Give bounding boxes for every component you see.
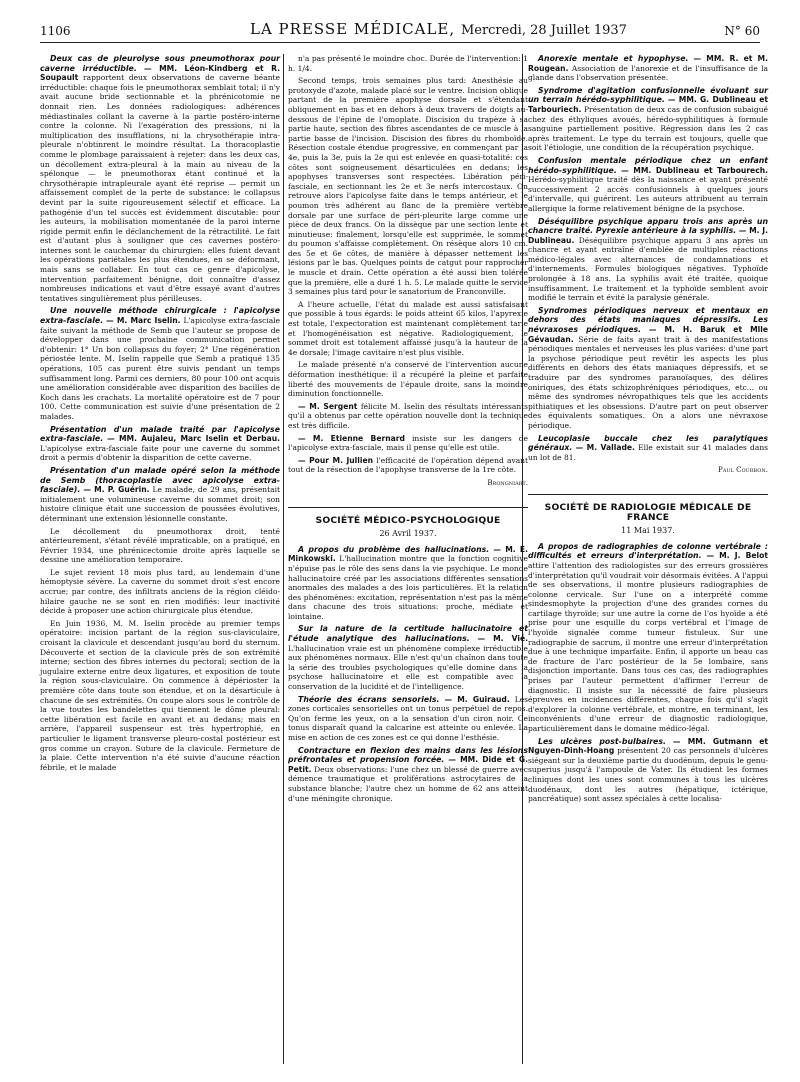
abstract-item <box>288 402 528 431</box>
abstract-body: En Juin 1936, M. M. Iselin procède au premier temps opératoire: incision partant de la région sus-claviculaire, croisant la clavicule et descendant jusqu'au bord du sternum. Découverte et section de la clavicule près de son extrémité interne; section des fibres internes du pectoral; section de la jugulaire externe entre deux ligatures, et exposition de toute la région sous-claviculaire. On commence à dépérioster la première côte dans toute son étendue, et on la désarticule à chacune de ses extrémités. On coupe alors sous le contrôle de la vue toutes les bandelettes qui tiennent le dôme pleural: cette libération est facile en avant et au dedans; mais en arrière, l'appareil suspenseur est très hypertrophié, en particulier le ligament transverse pleuro-costal postérieur est gros comme un crayon. Suture de la clavicule. Fermeture de la plaie. Cette intervention n'a été suivie d'aucune réaction fébrile, et le malade <box>40 618 280 772</box>
abstract-title: Anorexie mentale et hypophyse. <box>538 54 689 63</box>
signature: Brongniart. <box>487 478 528 487</box>
abstract-item <box>288 300 528 358</box>
abstract-item <box>288 545 528 622</box>
column-3 <box>528 54 768 807</box>
abstract-title: Leucoplasie buccale chez les paralytiques généraux. <box>528 433 768 453</box>
abstract-title: Sur la nature de la certitude hallucinatoire et l'étude analytique des hallucinations. <box>288 624 528 644</box>
abstract-title: Présentation d'un malade opéré selon la méthode de Semb (thoracoplastie avec apicolyse extra-fasciale). <box>40 465 280 495</box>
abstract-body: Le sujet revient 18 mois plus tard, au lendemain d'une hémoptysie sévère. La caverne du sommet droit s'est encore accrue; par contre, des infiltrats anciens de la région cléido-hilaire gauche ne se sont en rien modifiés: leur inactivité décide à proposer une action chirurgicale plus étendue. <box>40 567 280 616</box>
abstract-title: A propos de radiographies de colonne vertébrale : difficultés et erreurs d'interprétation. <box>528 541 768 561</box>
abstract-body: L'hallucination montre que la fonction cognitive n'épuise pas le rôle des sens dans la vie psychique. Le monde hallucinatoire créé par les associations différentes sensations anormales des malades a des lois particulières. Et la relation des phénomènes: excitation, représentation n'est pas la même dans chacune des trois situations: proche, médiate et lointaine. <box>288 554 528 621</box>
abstract-body: Association de l'anorexie et de l'insuffisance de la glande dans l'observation présentée. <box>528 63 768 83</box>
abstract-item <box>528 217 768 303</box>
abstract-item <box>288 746 528 804</box>
abstract-authors: — M. E. Minkowski. <box>288 544 528 564</box>
abstract-item <box>528 156 768 214</box>
abstract-title: Deux cas de pleurolyse sous pneumothorax pour caverne irréductible. <box>40 54 280 73</box>
abstract-body: Les zones corticales sensorielles ont un tonus perpétuel de repos. Qu'on ferme les yeux, on a la sensation d'un ciron noir. Ce tonus disparaît quand la calcarine est atteinte ou enlevée. La mise en action de ces zones est ce qui donne l'esthésie. <box>288 694 528 742</box>
page-number: 1106 <box>40 24 71 38</box>
abstract-body: A l'heure actuelle, l'état du malade est aussi satisfaisant que possible à tous égards: le poids atteint 65 kilos, l'apyrexie est totale, l'expectoration est maintenant complètement tarie et l'homogénéisation est négative. Radiologiquement, le sommet droit est totalement affaissé jusqu'à la hauteur de la 4e dorsale; l'image cavitaire n'est plus visible. <box>288 299 528 357</box>
abstract-authors: — MM. Dublineau et Tarbourech. <box>621 165 769 175</box>
signature: Paul Courbon. <box>718 466 768 475</box>
abstract-title: Une nouvelle méthode chirurgicale : l'apicolyse extra-fasciale. <box>40 306 280 326</box>
abstract-body: Présentation de deux cas de confusion subaiguë chez des éthyliques avoués, hérédo-syphilitiques à formule sanguine partiellement positive. Régression dans les 2 cas après traitement. Le type du terrain est toujours, quelle que soit l'étiologie, une condition de la récupération psychique. <box>528 104 768 153</box>
abstract-authors: — M. J. Belot <box>706 551 768 561</box>
abstract-authors: — MM. G. Dublineau et Tarbouriech. <box>528 95 768 114</box>
issue-date: Mercredi, 28 Juillet 1937 <box>460 23 627 38</box>
abstract-body: Déséquilibre psychique apparu 3 ans après un chancre et ayant entraîné d'emblée de multiples réactions médico-légales avec alternances de condamnations et d'internements. Formules biologiques négatives. Typhoïde prolongée à 18 ans. La syphilis avait été traitée, quoique insuffisamment. Le traitement et la typhoïde semblent avoir modifié le terrain et évité la paralysie générale. <box>528 235 768 303</box>
abstract-authors: — M. Vallade. <box>575 443 635 453</box>
abstract-body: attire l'attention des radiologistes sur des erreurs grossières d'interprétation qu'il voudrait voir désormais évitées. A l'appui de ses observations, il montre plusieurs radiographies de colonne cervicale. Sur l'une on a interprété comme sindesmophyte la projection d'une des grandes cornes du cartilage thyroïde; sur une autre la corne de l'os hyoïde a été prise pour une esquille du corps vertébral et l'image de l'hyoïde signalée comme tumeur fistuleux. Sur une radiographie de sacrum, il montre une erreur d'interprétation due à une technique imparfaite. Enfin, il apporte un beau cas de fracture de l'arc postérieur de la 5e lombaire, sans disjonction importante. Dans tous ces cas, des radiographies prises par l'auteur permettent d'affirmer l'erreur de diagnostic. Il insiste sur la nécessité de faire plusieurs épreuves en incidences différentes, chaque fois qu'il s'agit d'explorer la colonne vertébrale, et montre, en terminant, les inconvénients d'une erreur de diagnostic radiologique, particulièrement dans le domaine médico-légal. <box>528 560 768 733</box>
page-header <box>40 20 760 43</box>
abstract-body: rapportent deux observations de caverne béante irréductible: chaque fois le pneumothorax semblait total; il n'y avait aucune bride sectionnable et la phrénicotomie ne donnait rien. Les données radiologiques: adhérences médiastinales collant la caverne à la partie postéro-interne contre la colonne. Ni l'exagération des pressions, ni la multiplication des insufflations, ni la chrysothérapie intra-pleurale n'obtinrent le moindre résultat. La thoracoplastie comme le plombage paraissaient à rejeter: dans les deux cas, un décollement extra-pleural à la main au niveau de la spélonque — le pneumothorax étant continué et la chrysothérapie intrapleurale ayant été reprise — permit un affaissement complet de la perte de substance: le collapsus devint par la suite rigoureusement sélectif et efficace. La pathogénie d'un tel succès est évidemment discutable: pour les auteurs, la mobilisation momentanée de la paroi interne rigide permit enfin le déclanchement de la rétractilité. Le fait est d'autant plus à souligner que ces cavernes postéro-internes sont le cauchemar du chirurgien: elles fuient devant les opérations pariétales les plus étendues, en se déformant, mais sans se collaber. En tout cas ce genre d'apicolyse, intervention parfaitement bénigne, doit connaître d'assez nombreuses indications et vaut d'être essayé avant d'autres tentatives singulièrement plus périlleuses. <box>40 73 280 303</box>
abstract-body: L'apicolyse extra-fasciale faite pour une caverne du sommet droit a permis d'obtenir la disparition de cette caverne. <box>40 443 280 463</box>
abstract-authors: — M. Guiraud. <box>444 694 510 704</box>
abstract-title: Théorie des écrans sensoriels. <box>298 694 440 704</box>
abstract-item <box>40 619 280 773</box>
abstract-body: présentent 20 cas personnels d'ulcères siégeant sur la deuxième partie du duodénum, depuis le genu-superius jusqu'à l'ampoule de Vater. Ils étudient les formes cliniques dont les unes sont communes à tous les ulcères duodénaux, dont les autres (hépatique, ictérique, pancréatique) sont assez spéciales à cette localisa- <box>528 746 768 804</box>
abstract-body: Elle existait sur 41 malades dans un lot de 81. <box>528 443 769 462</box>
abstract-title: Les ulcères post-bulbaires. <box>538 736 666 746</box>
abstract-title: A propos du problème des hallucinations. <box>298 544 490 554</box>
abstract-body: Le malade présenté n'a conservé de l'intervention aucune déformation inesthétique: il a récupéré la pleine et parfaite liberté des mouvements de l'épaule droite, sans la moindre diminution fonctionnelle. <box>288 360 528 399</box>
abstract-item <box>40 466 280 524</box>
abstract-item <box>288 54 528 73</box>
abstract-item <box>40 568 280 616</box>
abstract-body: l'efficacité de l'opération dépend avant tout de la résection de l'apophyse transverse de la 1re côte. <box>288 455 529 475</box>
abstract-item <box>288 360 528 398</box>
abstract-authors: — M. Marc Iselin. <box>106 316 181 326</box>
abstract-authors: — MM. R. et M. Rougean. <box>528 54 768 73</box>
abstract-item <box>288 695 528 743</box>
abstract-item <box>40 54 280 303</box>
abstract-item <box>528 86 768 153</box>
abstract-authors: — MM. Aujaleu, Marc Iselin et Derbau. <box>107 434 280 444</box>
abstract-title: Syndrome d'agitation confusionnelle évoluant sur un terrain hérédo-syphilitique. <box>528 85 768 105</box>
abstract-item <box>40 425 280 463</box>
abstract-authors: — MM. Dide et G. Petit. <box>288 755 528 774</box>
abstract-body: L'hallucination vraie est un phénomène complexe irréductible aux phénomènes normaux. Elle n'est qu'un chaînon dans toute la série des troubles psychologiques qu'elle domine dans la psychose hallucinatoire et elle est compatible avec la conservation de la lucidité et de l'intelligence. <box>288 643 528 692</box>
abstract-item <box>528 542 768 734</box>
abstract-authors: — M. J. Dublineau. <box>528 226 768 245</box>
abstract-body: insiste sur les dangers de l'apicolyse extra-fasciale, mais il pense qu'elle est utile. <box>288 433 528 453</box>
abstract-authors: — MM. Léon-Kindberg et R. Soupault <box>40 63 280 83</box>
column-rule-1 <box>283 54 284 1064</box>
issue-number: N° 60 <box>724 24 760 38</box>
abstract-item <box>288 76 528 297</box>
abstract-item <box>528 306 768 431</box>
abstract-body: Le malade, de 29 ans, présentait initialement une volumineuse caverne du sommet droit; son histoire clinique était une succession de poussées évolutives, déterminant une extension lésionnelle constante. <box>40 485 280 523</box>
abstract-body: n'a pas présenté le moindre choc. Durée de l'intervention: 1 h. 1/4. <box>288 54 528 73</box>
abstract-title: Présentation d'un malade traité par l'apicolyse extra-fasciale. <box>40 424 280 444</box>
abstract-title: Syndromes périodiques nerveux et mentaux en dehors des états maniaques dépressifs. Les névraxoses périodiques. <box>528 305 768 335</box>
section-date: 11 Mai 1937. <box>621 526 675 536</box>
abstract-title: Déséquilibre psychique apparu trois ans après un chancre traité. Pyrexie antérieure à la syphilis. <box>528 216 768 236</box>
section-date: 26 Avril 1937. <box>379 529 437 539</box>
abstract-body: Le décollement du pneumothorax droit, tenté antérieurement, s'étant révélé impraticable, on a pratiqué, en Février 1934, une phrénicectomie droite après laquelle se dessine une amélioration temporaire. <box>40 526 280 565</box>
abstract-item <box>528 737 768 804</box>
abstract-authors: — M. Etienne Bernard <box>298 433 405 443</box>
abstract-item <box>288 456 528 475</box>
journal-title <box>250 20 627 38</box>
abstract-item <box>528 434 768 463</box>
abstract-title: Contracture en flexion des mains dans les lésions préfrontales et propension forcée. <box>288 745 528 765</box>
abstract-item <box>528 54 768 83</box>
abstract-authors: — Pour M. Jullien <box>298 455 374 465</box>
abstract-body: Série de faits ayant trait à des manifestations périodiques mentales et nerveuses les plus variées: d'une part la psychose périodique peut revêtir les aspects les plus différents en dehors des états maniaques dépressifs, et se traduire par des syndromes paranoïaques, des délires oniriques, des états schizophréniques périodiques, etc... ou même des syndromes névropathiques tels que les accidents pithiatiques et les obsessions. D'autre part on peut observer des équivalents somatiques. On a alors une névraxose périodique. <box>528 334 768 430</box>
abstract-authors: — M. Sergent <box>298 401 358 411</box>
section-heading: SOCIÉTÉ MÉDICO-PSYCHOLOGIQUE <box>288 507 528 526</box>
abstract-body: L'apicolyse extra-fasciale faite suivant la méthode de Semb que l'auteur se propose de développer dans une prochaine communication permet d'obtenir: 1° Un bon collapsus du foyer; 2° Une régénération périostée lente. M. Iselin rappelle que Semb a pratiqué 135 opérations, 105 cas purent être suivis pendant un temps suffisamment long. Parmi ces derniers, 80 pour 100 ont acquis une amélioration considérable avec disparition des bacilles de Koch dans les crachats. La mortalité opératoire est de 7 pour 100. Cette communication est suivie d'une présentation de 2 malades. <box>40 316 281 421</box>
abstract-body: Second temps, trois semaines plus tard: Anesthésie au protoxyde d'azote, malade placé sur le ventre. Incision oblique partant de la première apophyse dorsale et s'étendant obliquement en bas et en dehors à deux travers de doigts au-dessous de l'épine de l'omoplate. Discision du trapèze à sa partie haute, section des fibres ascendantes de ce muscle à la partie basse de l'incision. Discision des fibres du rhomboïde. Résection costale étendue progressive, en commençant par la 4e, puis la 3e, puis la 2e qui est enlevée en quasi-totalité: ces côtes sont soigneusement désarticulées en dedans; les apophyses transverses sont respectées. Libération péri-fasciale, en sectionnant les 2e et 3e nerfs intercostaux. On retrouve alors l'apicolyse faite dans le temps antérieur, et le poumon très adhérent au flanc de la première vertèbre dorsale par une surface de péri-pleurite large comme une pièce de deux francs. On la dissèque par une section lente et minutieuse: finalement, lorsqu'elle est supprimée, le sommet du poumon s'affaisse complètement. On résèque alors 10 cm. des 5e et 6e côtes, de manière à dépasser nettement les lésions par le bas. Quelques points de catgut pour rapprocher le muscle et drain. Cette opération a été aussi bien tolérée que la première, elle a duré 1 h. 5. Le malade quitte le service 3 semaines plus tard pour le sanatorium de Franconville. <box>288 76 528 297</box>
abstract-title: Confusion mentale périodique chez un enfant hérédo-syphilitique. <box>528 155 768 175</box>
journal-name: LA PRESSE MÉDICALE, <box>250 20 456 38</box>
abstract-body: Hérédo-syphilitique traité dès la naissance et ayant présenté successivement 2 accès confusionnels à quelques jours d'intervalle, qui guérirent. Les auteurs attribuent au terrain allergique la forme relativement bénigne de la psychose. <box>528 175 768 213</box>
abstract-item <box>288 624 528 691</box>
abstract-body: félicite M. Iselin des résultats intéressants qu'il a obtenus par cette opération nouvelle dont la technique est très difficile. <box>288 401 529 430</box>
abstract-item <box>40 527 280 565</box>
abstract-authors: — MM. Gutmann et Nguyen-Dinh-Hoang <box>528 736 768 756</box>
abstract-authors: — M. Vié. <box>477 634 528 644</box>
abstract-authors: — M. P. Guérin. <box>83 485 150 495</box>
abstract-body: Deux observations: l'une chez un blessé de guerre avec démence traumatique et proliférations astrocytaires de la substance blanche; l'autre chez un homme de 62 ans atteint d'une méningite chronique. <box>288 764 528 803</box>
abstract-item <box>40 306 280 421</box>
column-1 <box>40 54 280 775</box>
column-2 <box>288 54 528 806</box>
abstract-authors: — M. H. Baruk et Mlle Gévaudan. <box>528 325 769 344</box>
abstract-item <box>288 434 528 453</box>
section-heading: SOCIÉTÉ DE RADIOLOGIE MÉDICALE DE FRANCE <box>528 494 768 522</box>
